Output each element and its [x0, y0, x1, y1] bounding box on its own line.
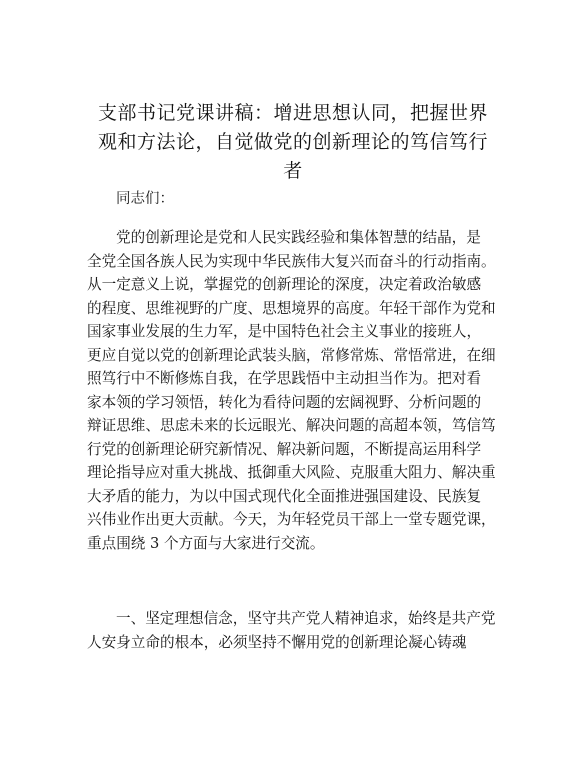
text-line: 更应自觉以党的创新理论武装头脑，常修常炼、常悟常进，在细: [87, 346, 496, 364]
text-line: 国家事业发展的生力军，是中国特色社会主义事业的接班人，: [87, 323, 482, 340]
text-line: 理论指导应对重大挑战、抵御重大风险、克服重大阻力、解决重: [87, 464, 496, 481]
text-line: 照笃行中不断修炼自我，在学思践悟中主动担当作为。把对看: [87, 370, 482, 387]
text-line: 辩证思维、思虑未来的长远眼光、解决问题的高超本领，笃信笃: [87, 417, 496, 434]
text-line: 一、坚定理想信念，坚守共产党人精神追求，始终是共产党: [116, 610, 496, 627]
text-line: 人安身立命的根本，必须坚持不懈用党的创新理论凝心铸魂: [87, 633, 467, 651]
text-line: 家本领的学习领悟，转化为看待问题的宏阔视野、分析问题的: [87, 393, 482, 411]
paragraph-intro: [87, 226, 507, 555]
paragraph-section-one: [87, 607, 507, 654]
title-line: 观和方法论，自觉做党的创新理论的笃信笃行: [97, 131, 488, 153]
text-line: 兴伟业作出更大贡献。今天，为年轻党员干部上一堂专题党课，: [87, 511, 496, 528]
text-line: 从一定意义上说，掌握党的创新理论的深度，决定着政治敏感: [87, 276, 482, 293]
text-line: 大矛盾的能力，为以中国式现代化全面推进强国建设、民族复: [87, 487, 482, 505]
title-line: 者: [283, 160, 303, 182]
salutation: 同志们：: [116, 191, 174, 207]
text-line: 全党全国各族人民为实现中华民族伟大复兴而奋斗的行动指南。: [87, 252, 496, 270]
text-line: 重点围绕 3 个方面与大家进行交流。: [87, 534, 325, 552]
text-line: 行党的创新理论研究新情况、解决新问题，不断提高运用科学: [87, 440, 482, 458]
title-line: 支部书记党课讲稿：增进思想认同，把握世界: [97, 102, 488, 124]
text-line: 的程度、思维视野的广度、思想境界的高度。年轻干部作为党和: [87, 299, 496, 317]
document-title: [70, 99, 516, 186]
text-line: 党的创新理论是党和人民实践经验和集体智慧的结晶，是: [116, 229, 481, 246]
